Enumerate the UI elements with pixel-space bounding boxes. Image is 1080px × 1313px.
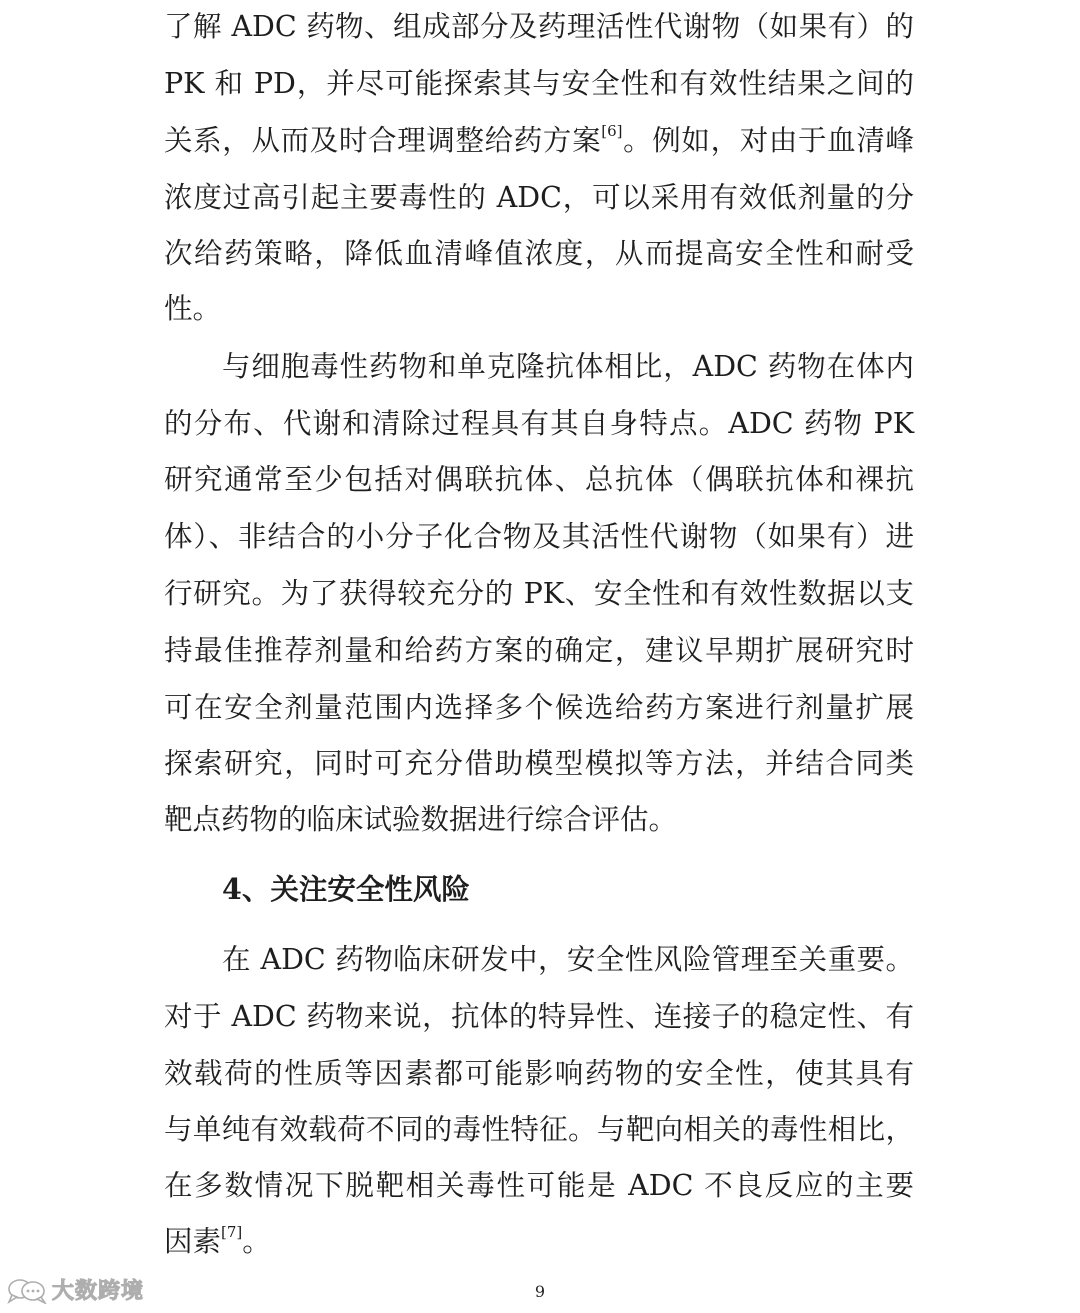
section-heading: 4、关注安全性风险 (222, 872, 470, 906)
text-line: 持最佳推荐剂量和给药方案的确定，建议早期扩展研究时 (164, 634, 914, 667)
text-line: 效载荷的性质等因素都可能影响药物的安全性，使其具有 (164, 1057, 914, 1090)
text-fragment: 关系，从而及时合理调整给药方案 (164, 124, 602, 157)
text-line (164, 121, 914, 161)
citation-7: [7] (221, 1223, 243, 1241)
text-line (164, 1222, 914, 1262)
text-line: 研究通常至少包括对偶联抗体、总抗体（偶联抗体和裸抗 (164, 463, 914, 496)
text-line: 探索研究，同时可充分借助模型模拟等方法，并结合同类 (164, 747, 914, 780)
text-line: 了解 ADC 药物、组成部分及药理活性代谢物（如果有）的 (164, 10, 914, 43)
text-line: 性。 (164, 292, 222, 325)
text-line: 次给药策略，降低血清峰值浓度，从而提高安全性和耐受 (164, 237, 914, 270)
text-line: PK 和 PD，并尽可能探索其与安全性和有效性结果之间的 (164, 67, 914, 100)
text-fragment: 。例如，对由于血清峰 (622, 124, 914, 157)
text-line: 行研究。为了获得较充分的 PK、安全性和有效性数据以支 (164, 577, 914, 610)
text-line: 浓度过高引起主要毒性的 ADC，可以采用有效低剂量的分 (164, 181, 914, 214)
text-fragment: 。 (242, 1225, 271, 1258)
text-line: 在多数情况下脱靶相关毒性可能是 ADC 不良反应的主要 (164, 1169, 914, 1202)
chat-bubbles-logo-icon (6, 1276, 48, 1304)
text-line: 可在安全剂量范围内选择多个候选给药方案进行剂量扩展 (164, 691, 914, 724)
page-number: 9 (534, 1282, 546, 1301)
text-fragment: 因素 (164, 1225, 222, 1258)
watermark (6, 1274, 144, 1305)
watermark-text: 大数跨境 (52, 1279, 145, 1304)
text-line: 靶点药物的临床试验数据进行综合评估。 (164, 803, 678, 836)
text-line: 与单纯有效载荷不同的毒性特征。与靶向相关的毒性相比， (164, 1113, 914, 1146)
text-line: 体）、非结合的小分子化合物及其活性代谢物（如果有）进 (164, 520, 914, 553)
text-line: 在 ADC 药物临床研发中，安全性风险管理至关重要。 (222, 943, 914, 976)
text-line: 与细胞毒性药物和单克隆抗体相比，ADC 药物在体内 (222, 350, 914, 383)
text-line: 的分布、代谢和清除过程具有其自身特点。ADC 药物 PK (164, 407, 914, 440)
text-line: 对于 ADC 药物来说，抗体的特异性、连接子的稳定性、有 (164, 1000, 914, 1033)
citation-6: [6] (601, 122, 623, 140)
